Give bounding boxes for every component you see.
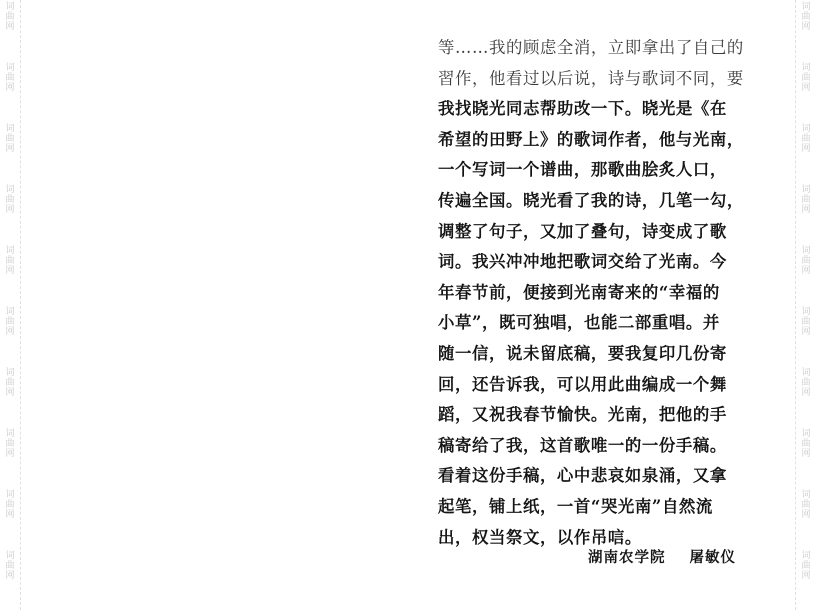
- watermark-char: 网: [5, 83, 15, 93]
- watermark-char: 网: [5, 510, 15, 520]
- watermark-char: 词: [5, 368, 15, 378]
- watermark-char: 曲: [801, 195, 811, 205]
- faded-text-line: [58, 371, 398, 402]
- watermark-char: 词: [5, 124, 15, 134]
- watermark-char: 网: [801, 205, 811, 215]
- watermark-char: 网: [5, 327, 15, 337]
- signature-institution: 湖南农学院: [588, 549, 666, 566]
- watermark-char: 词: [5, 307, 15, 317]
- watermark-char: 词: [5, 246, 15, 256]
- watermark-char: 曲: [5, 561, 15, 571]
- watermark-unit: [5, 551, 14, 581]
- text-line: 出，权当祭文，以作吊唁。: [438, 527, 642, 547]
- text-line: 看着这份手稿，心中悲哀如泉涌，又拿: [438, 466, 727, 486]
- watermark-char: 网: [801, 388, 811, 398]
- watermark-char: 曲: [5, 73, 15, 83]
- watermark-char: 曲: [801, 439, 811, 449]
- watermark-unit: [5, 307, 14, 337]
- watermark-char: 网: [801, 266, 811, 276]
- watermark-unit: [801, 368, 810, 398]
- watermark-char: 曲: [801, 73, 811, 83]
- text-line: 回，还告诉我，可以用此曲编成一个舞: [438, 374, 727, 394]
- watermark-char: 曲: [801, 12, 811, 22]
- faded-text-line: [58, 156, 398, 187]
- watermark-char: 词: [801, 307, 811, 317]
- faded-text-line: [58, 524, 398, 555]
- watermark-char: 曲: [5, 439, 15, 449]
- faded-text-line: [58, 65, 398, 96]
- faded-text-line: [58, 554, 398, 585]
- text-line: 起笔，铺上纸，一首“哭光南”自然流: [438, 496, 713, 516]
- text-line: 年春节前，便接到光南寄来的“幸福的: [438, 282, 720, 302]
- watermark-char: 网: [5, 144, 15, 154]
- watermark-char: 曲: [5, 317, 15, 327]
- text-line: 调整了句子，又加了叠句，诗变成了歌: [438, 221, 727, 241]
- watermark-char: 网: [801, 144, 811, 154]
- faded-text-line: [58, 340, 398, 371]
- watermark-char: 词: [801, 246, 811, 256]
- watermark-char: 网: [5, 205, 15, 215]
- text-line: 传遍全国。晓光看了我的诗，几笔一勾，: [438, 190, 744, 210]
- text-line: 小草”，既可独唱，也能二部重唱。并: [438, 313, 720, 333]
- watermark-char: 曲: [5, 500, 15, 510]
- watermark-char: 曲: [801, 134, 811, 144]
- faded-text-line: [58, 95, 398, 126]
- watermark-char: 词: [5, 490, 15, 500]
- watermark-strip-left: [0, 0, 21, 610]
- text-line: 蹈，又祝我春节愉快。光南，把他的手: [438, 405, 727, 425]
- faded-text-line: [58, 34, 398, 65]
- watermark-unit: [5, 246, 14, 276]
- watermark-char: 词: [5, 551, 15, 561]
- faded-text-line: [58, 401, 398, 432]
- text-line: 一个写词一个谱曲，那歌曲脍炙人口，: [438, 160, 727, 180]
- watermark-char: 网: [801, 327, 811, 337]
- watermark-unit: [801, 551, 810, 581]
- watermark-unit: [5, 2, 14, 32]
- faded-text-line: [58, 493, 398, 524]
- faded-text-line: [58, 432, 398, 463]
- watermark-char: 网: [5, 449, 15, 459]
- watermark-char: 网: [801, 571, 811, 581]
- watermark-char: 词: [801, 551, 811, 561]
- watermark-char: 网: [801, 510, 811, 520]
- watermark-char: 网: [801, 83, 811, 93]
- watermark-char: 网: [801, 22, 811, 32]
- watermark-char: 曲: [801, 378, 811, 388]
- watermark-unit: [5, 429, 14, 459]
- watermark-unit: [801, 2, 810, 32]
- watermark-char: 词: [801, 63, 811, 73]
- watermark-unit: [801, 63, 810, 93]
- faded-text-line: [58, 279, 398, 310]
- watermark-char: 网: [801, 449, 811, 459]
- watermark-char: 曲: [801, 317, 811, 327]
- watermark-char: 曲: [5, 12, 15, 22]
- faded-text-line: [58, 126, 398, 157]
- text-line: 等……我的顾虑全消，立即拿出了自己的: [438, 38, 744, 57]
- watermark-unit: [801, 124, 810, 154]
- watermark-char: 曲: [5, 378, 15, 388]
- watermark-char: 词: [5, 185, 15, 195]
- watermark-char: 词: [5, 2, 15, 12]
- watermark-char: 词: [801, 124, 811, 134]
- signature-author: 屠敏仪: [689, 549, 736, 566]
- watermark-unit: [5, 63, 14, 93]
- text-line: 我找晓光同志帮助改一下。晓光是《在: [438, 99, 727, 119]
- watermark-unit: [5, 368, 14, 398]
- watermark-char: 词: [801, 490, 811, 500]
- watermark-unit: [5, 124, 14, 154]
- text-line: 稿寄给了我，这首歌唯一的一份手稿。: [438, 435, 727, 455]
- text-line: 词。我兴冲冲地把歌词交给了光南。今: [438, 252, 727, 272]
- watermark-char: 网: [5, 571, 15, 581]
- faded-text-line: [58, 187, 398, 218]
- watermark-char: 网: [5, 22, 15, 32]
- watermark-unit: [5, 490, 14, 520]
- faded-text-line: [58, 462, 398, 493]
- watermark-char: 网: [5, 388, 15, 398]
- watermark-unit: [801, 490, 810, 520]
- left-column-faded-text: [58, 34, 398, 585]
- watermark-unit: [801, 429, 810, 459]
- watermark-char: 曲: [5, 256, 15, 266]
- watermark-char: 词: [5, 63, 15, 73]
- faded-text-line: [58, 218, 398, 249]
- watermark-unit: [801, 246, 810, 276]
- watermark-unit: [801, 307, 810, 337]
- watermark-char: 曲: [801, 256, 811, 266]
- faded-text-line: [58, 309, 398, 340]
- watermark-char: 词: [801, 429, 811, 439]
- faded-text-line: [58, 248, 398, 279]
- watermark-unit: [5, 185, 14, 215]
- watermark-unit: [801, 185, 810, 215]
- watermark-char: 曲: [5, 195, 15, 205]
- right-column-text: [438, 33, 753, 553]
- watermark-strip-right: [795, 0, 816, 610]
- watermark-char: 曲: [5, 134, 15, 144]
- watermark-char: 词: [801, 2, 811, 12]
- watermark-char: 网: [5, 266, 15, 276]
- watermark-char: 词: [801, 368, 811, 378]
- watermark-char: 曲: [801, 500, 811, 510]
- text-line: 習作，他看过以后说，诗与歌词不同，要: [438, 68, 744, 88]
- watermark-char: 词: [801, 185, 811, 195]
- watermark-char: 词: [5, 429, 15, 439]
- text-line: 随一信，说未留底稿，要我复印几份寄: [438, 343, 727, 363]
- author-signature: [588, 546, 736, 567]
- text-line: 希望的田野上》的歌词作者，他与光南，: [438, 129, 744, 149]
- watermark-char: 曲: [801, 561, 811, 571]
